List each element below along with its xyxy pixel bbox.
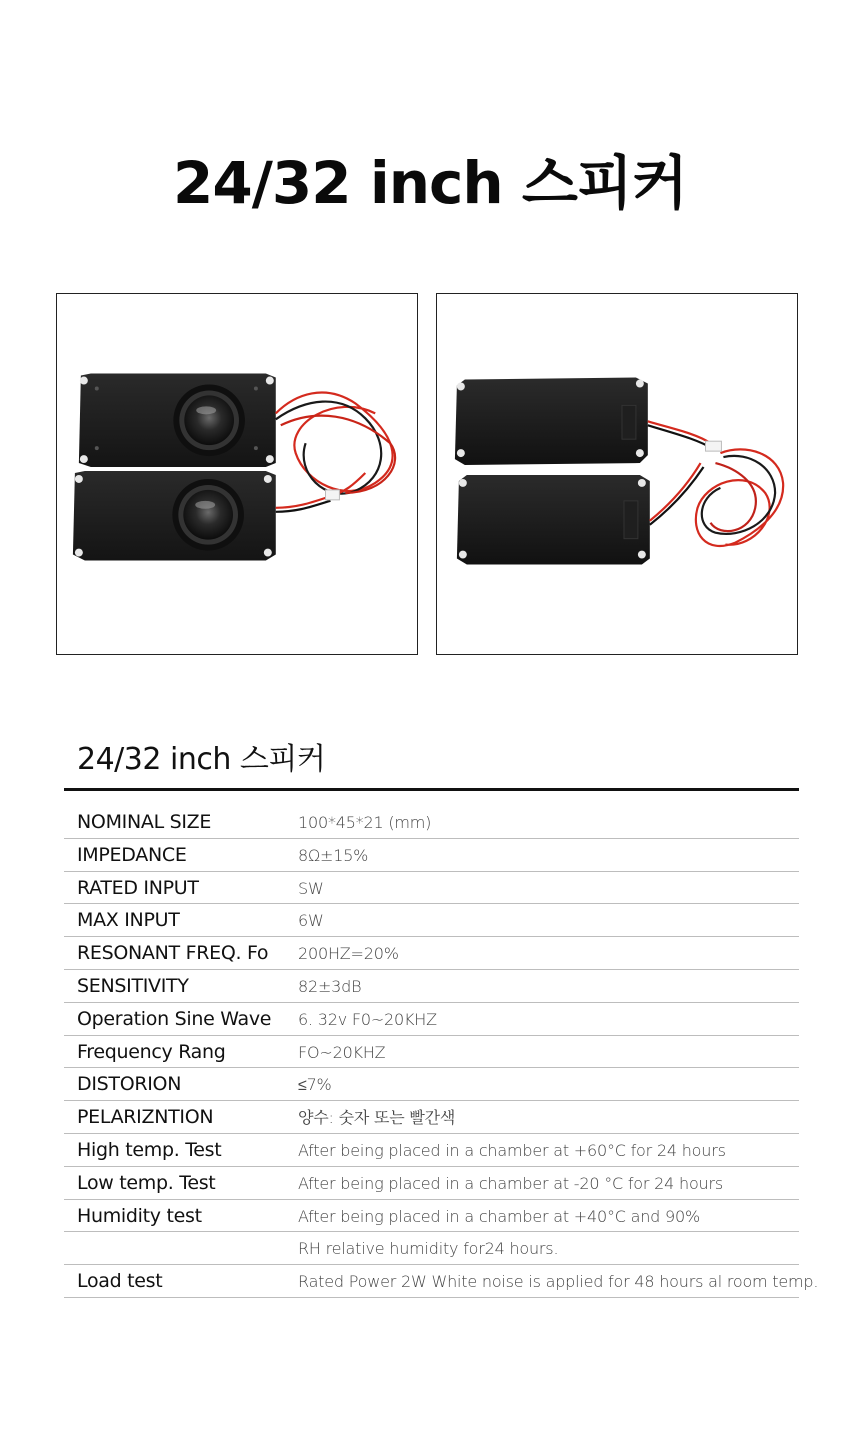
spec-label: RESONANT FREQ. Fo: [77, 942, 269, 965]
speaker-top: [79, 374, 276, 467]
spec-value: 양수: 숫자 또는 빨간색: [298, 1108, 456, 1128]
spec-label: Frequency Rang: [77, 1040, 226, 1063]
spec-label: Operation Sine Wave: [77, 1007, 272, 1030]
spec-label: MAX INPUT: [77, 909, 180, 932]
wire-connector-back: [706, 441, 722, 451]
spec-label: SENSITIVITY: [77, 974, 189, 997]
speaker-back-wires: [648, 421, 783, 546]
spec-value: RH relative humidity for24 hours.: [298, 1239, 559, 1259]
spec-row: [64, 970, 799, 1003]
spec-row: [64, 1101, 799, 1134]
spec-label: NOMINAL SIZE: [77, 811, 212, 833]
spec-value: 6W: [298, 911, 324, 931]
spec-value: After being placed in a chamber at +60°C for 24 hours: [298, 1140, 726, 1160]
spec-row: [64, 904, 799, 937]
spec-label: DISTORION: [77, 1073, 182, 1096]
spec-heading: 24/32 inch 스피커: [77, 742, 326, 777]
spec-value: 6. 32v F0~20KHZ: [298, 1009, 437, 1029]
spec-row: [64, 1036, 799, 1069]
spec-label: Load test: [77, 1270, 163, 1293]
spec-value: Rated Power 2W White noise is applied for 48 hours al room temp.: [298, 1272, 819, 1292]
spec-value: ≤7%: [298, 1075, 332, 1095]
spec-row: [64, 872, 799, 905]
speaker-back-top: [455, 378, 648, 466]
spec-label: IMPEDANCE: [77, 843, 187, 866]
spec-label: PELARIZNTION: [77, 1106, 214, 1129]
heading-divider: [64, 788, 799, 791]
spec-value: 82±3dB: [298, 976, 362, 996]
spec-label: Low temp. Test: [77, 1171, 216, 1194]
spec-value: After being placed in a chamber at +40°C and 90%: [298, 1206, 700, 1226]
spec-row: [64, 806, 799, 839]
wire-connector: [326, 490, 340, 500]
spec-label: High temp. Test: [77, 1138, 222, 1161]
spec-value: FO~20KHZ: [298, 1042, 386, 1062]
spec-row: [64, 1200, 799, 1233]
spec-row: [64, 1134, 799, 1167]
spec-row: [64, 1068, 799, 1101]
page-title: 24/32 inch 스피커: [173, 148, 687, 217]
speaker-front-image: [56, 293, 418, 655]
spec-value: 8Ω±15%: [298, 845, 369, 865]
spec-value: After being placed in a chamber at -20 °C for 24 hours: [298, 1173, 723, 1193]
spec-value: SW: [298, 878, 324, 898]
spec-table: [64, 806, 819, 1298]
spec-label: Humidity test: [77, 1204, 202, 1227]
speaker-back-image: [436, 293, 798, 655]
spec-row: [64, 1003, 799, 1036]
spec-row: [64, 937, 799, 970]
speaker-bottom: [73, 471, 276, 561]
spec-row: [64, 1265, 819, 1298]
speaker-front-photo: [57, 294, 417, 654]
spec-row: [64, 1167, 799, 1200]
speaker-back-bottom: [457, 475, 650, 565]
spec-value: 200HZ=20%: [298, 944, 399, 964]
spec-row: [64, 839, 799, 872]
spec-value: 100*45*21 (mm): [298, 813, 432, 832]
spec-label: RATED INPUT: [77, 876, 199, 899]
speaker-back-photo: [437, 294, 797, 654]
spec-row: [64, 1232, 799, 1265]
